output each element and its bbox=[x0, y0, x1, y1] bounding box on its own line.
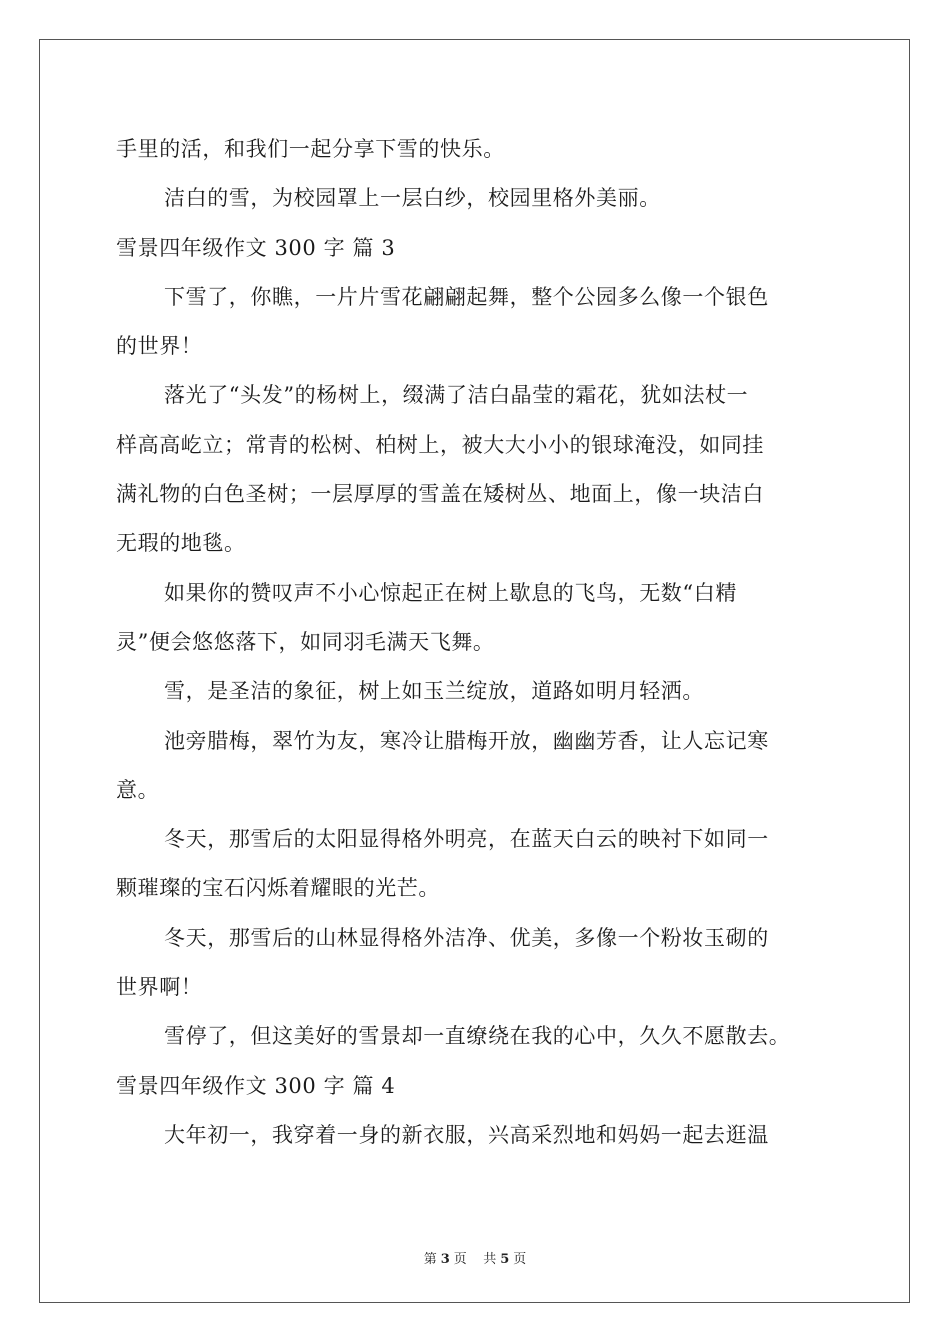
text-line: 如果你的赞叹声不小心惊起正在树上歇息的飞鸟，无数“白精 bbox=[164, 580, 737, 605]
text-line: 的世界！ bbox=[116, 334, 203, 359]
section-heading: 雪景四年级作文 300 字 篇 3 bbox=[116, 235, 396, 260]
footer-page-suffix: 页 bbox=[453, 1252, 467, 1267]
text-line: 下雪了，你瞧，一片片雪花翩翩起舞，整个公园多么像一个银色 bbox=[164, 284, 769, 309]
footer-total-suffix: 页 bbox=[513, 1252, 527, 1267]
text-line: 手里的活，和我们一起分享下雪的快乐。 bbox=[116, 137, 505, 161]
text-line: 雪，是圣洁的象征，树上如玉兰绽放，道路如明月轻洒。 bbox=[164, 679, 704, 704]
text-line: 池旁腊梅，翠竹为友，寒冷让腊梅开放，幽幽芳香，让人忘记寒 bbox=[164, 728, 769, 753]
page-footer bbox=[0, 1248, 950, 1267]
section-heading: 雪景四年级作文 300 字 篇 4 bbox=[116, 1073, 396, 1098]
text-line: 颗璀璨的宝石闪烁着耀眼的光芒。 bbox=[116, 876, 440, 901]
text-line: 冬天，那雪后的山林显得格外洁净、优美，多像一个粉妆玉砌的 bbox=[164, 925, 769, 950]
text-line: 冬天，那雪后的太阳显得格外明亮，在蓝天白云的映衬下如同一 bbox=[164, 827, 769, 852]
text-line: 洁白的雪，为校园罩上一层白纱，校园里格外美丽。 bbox=[164, 186, 661, 211]
text-line: 无瑕的地毯。 bbox=[116, 531, 246, 556]
text-line: 满礼物的白色圣树；一层厚厚的雪盖在矮树丛、地面上，像一块洁白 bbox=[116, 482, 764, 507]
text-line: 样高高屹立；常青的松树、柏树上，被大大小小的银球淹没，如同挂 bbox=[116, 432, 764, 457]
footer-total-prefix: 共 bbox=[483, 1252, 497, 1267]
text-line: 意。 bbox=[116, 777, 160, 802]
text-line: 灵”便会悠悠落下，如同羽毛满天飞舞。 bbox=[116, 629, 495, 654]
footer-total-pages: 5 bbox=[500, 1252, 510, 1267]
text-line: 落光了“头发”的杨树上，缀满了洁白晶莹的霜花，犹如法杖一 bbox=[164, 383, 749, 408]
text-line: 大年初一，我穿着一身的新衣服，兴高采烈地和妈妈一起去逛温 bbox=[164, 1122, 769, 1147]
text-line: 世界啊！ bbox=[116, 975, 203, 1000]
footer-page-prefix: 第 bbox=[423, 1252, 437, 1267]
footer-page-number: 3 bbox=[440, 1252, 450, 1267]
text-line: 雪停了，但这美好的雪景却一直缭绕在我的心中，久久不愿散去。 bbox=[164, 1024, 791, 1049]
document-body bbox=[116, 125, 836, 1160]
